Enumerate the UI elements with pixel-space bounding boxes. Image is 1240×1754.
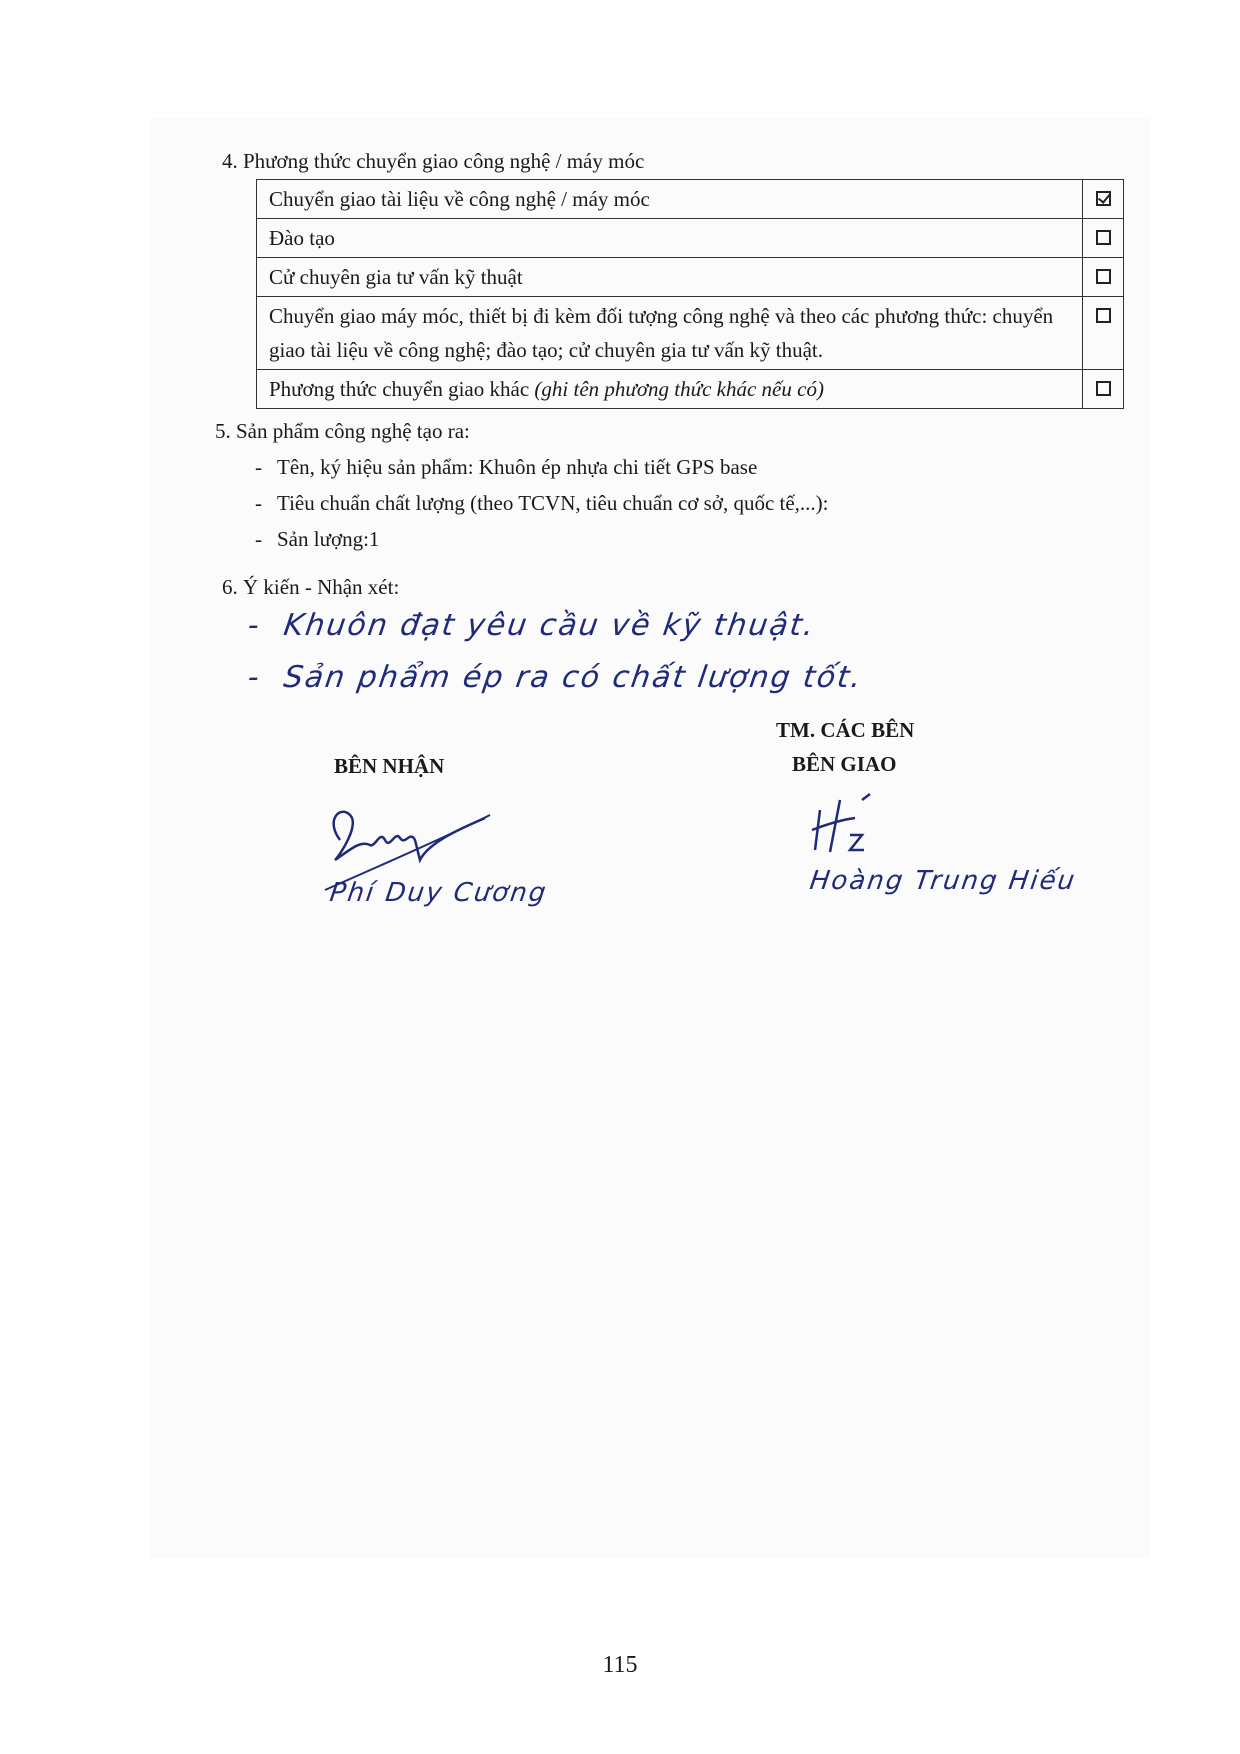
giver-signature <box>800 790 900 860</box>
row-note: (ghi tên phương thức khác nếu có) <box>534 377 824 401</box>
list-item: - Sản lượng:1 <box>255 527 380 551</box>
giver-name: Hoàng Trung Hiếu <box>807 866 1079 896</box>
checkbox-checked-icon[interactable] <box>1096 191 1111 206</box>
row-label: Cử chuyên gia tư vấn kỹ thuật <box>257 258 1083 297</box>
row-label: Phương thức chuyển giao khác <box>269 377 530 401</box>
receiver-name: Phí Duy Cương <box>327 878 550 908</box>
checkbox-icon[interactable] <box>1096 381 1111 396</box>
tm-label: TM. CÁC BÊN <box>776 718 915 742</box>
list-item: - Tiêu chuẩn chất lượng (theo TCVN, tiêu chuẩn cơ sở, quốc tế,...): <box>255 491 829 515</box>
page-number: 115 <box>602 1652 638 1678</box>
section-5-heading: 5. Sản phẩm công nghệ tạo ra: <box>215 419 470 443</box>
checkbox-icon[interactable] <box>1096 230 1111 245</box>
row-label: Chuyển giao tài liệu về công nghệ / máy móc <box>257 180 1083 219</box>
handwritten-comment: - Khuôn đạt yêu cầu về kỹ thuật. <box>245 608 818 643</box>
handwritten-comment: - Sản phẩm ép ra có chất lượng tốt. <box>245 660 866 695</box>
table-row <box>257 180 1124 219</box>
table-row <box>257 258 1124 297</box>
table-row <box>257 297 1124 370</box>
row-label: Chuyển giao máy móc, thiết bị đi kèm đối tượng công nghệ và theo các phương thức: chuyển giao tài liệu về công nghệ; đào tạo; cử chuyên gia tư vấn kỹ thuật. <box>257 297 1083 370</box>
transfer-method-table <box>256 179 1124 409</box>
receiver-label: BÊN NHẬN <box>334 754 445 778</box>
section-6-heading: 6. Ý kiến - Nhận xét: <box>222 575 400 599</box>
table-row <box>257 219 1124 258</box>
checkbox-icon[interactable] <box>1096 308 1111 323</box>
section-4-heading: 4. Phương thức chuyển giao công nghệ / máy móc <box>222 149 645 173</box>
checkbox-icon[interactable] <box>1096 269 1111 284</box>
table-row <box>257 370 1124 409</box>
list-item: - Tên, ký hiệu sản phẩm: Khuôn ép nhựa chi tiết GPS base <box>255 455 758 479</box>
row-label: Đào tạo <box>257 219 1083 258</box>
giver-label: BÊN GIAO <box>792 752 897 776</box>
